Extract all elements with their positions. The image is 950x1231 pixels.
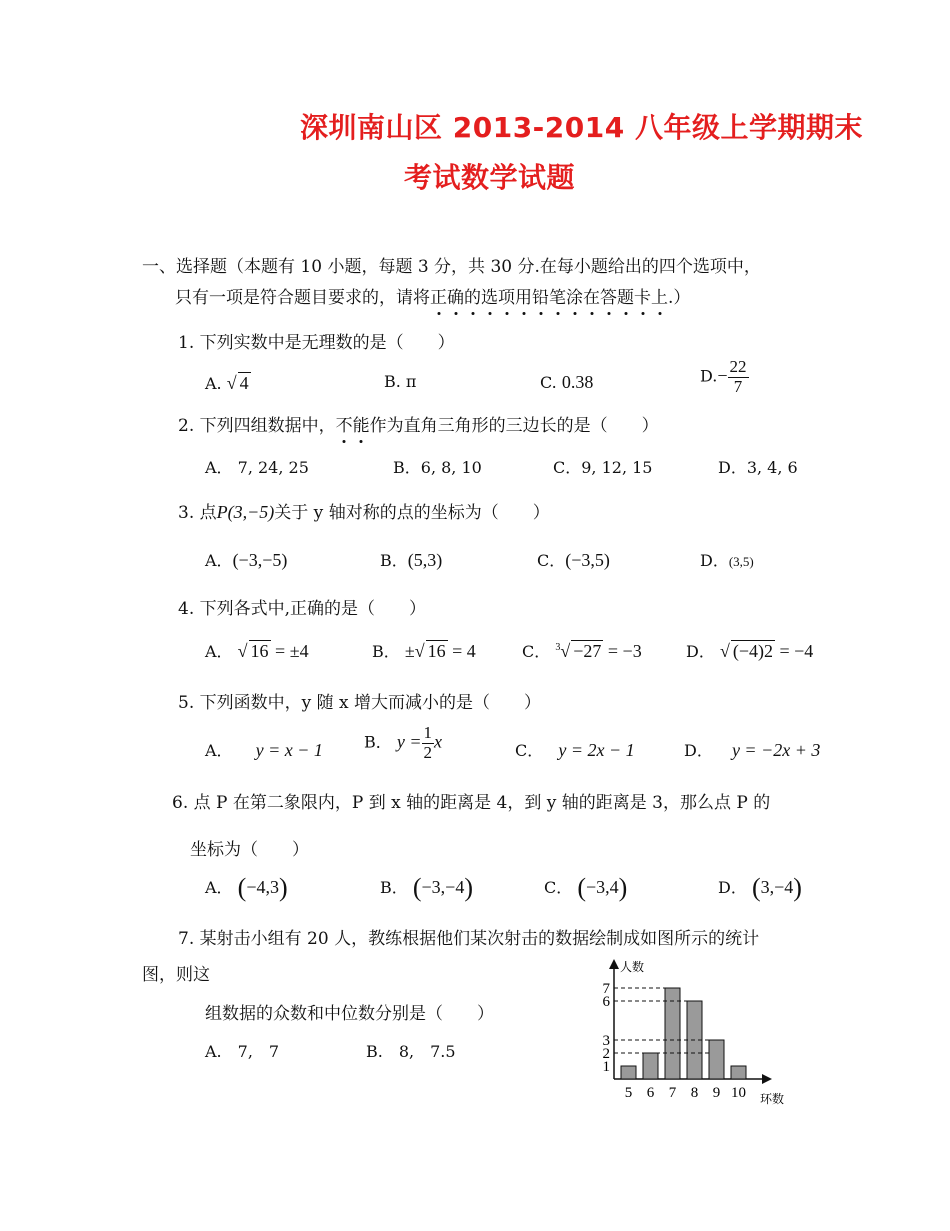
q2-option-a: A． 7, 24, 25 bbox=[205, 458, 309, 477]
q5-option-a: A． y = x − 1 bbox=[205, 740, 323, 760]
y-axis-label: 人数 bbox=[620, 960, 645, 974]
q1-option-b: B. π bbox=[384, 372, 417, 391]
bar bbox=[643, 1053, 658, 1079]
y-tick-label: 1 bbox=[602, 1059, 610, 1075]
emphasis-char: 正 bbox=[430, 288, 447, 308]
emphasis-char: 选 bbox=[481, 288, 498, 308]
y-tick-label: 7 bbox=[602, 981, 610, 997]
x-tick-label: 7 bbox=[668, 1085, 677, 1101]
q4-option-b: B． ±√ 16 = 4 bbox=[372, 641, 476, 661]
q7-option-b: B. 8, 7.5 bbox=[366, 1042, 456, 1061]
q2-option-c: C．9, 12, 15 bbox=[553, 458, 653, 477]
q3-option-b: B．(5,3) bbox=[380, 550, 443, 570]
bar bbox=[665, 988, 680, 1079]
question-6-cont: 坐标为（ ） bbox=[190, 840, 309, 860]
q1-option-d: D.− $\frac{22}{7}$ bbox=[700, 357, 747, 396]
radicand: 4 bbox=[239, 373, 249, 393]
x-axis-arrow bbox=[762, 1074, 772, 1084]
emphasis-char: 能 bbox=[352, 416, 370, 436]
emphasis-char: 笔 bbox=[549, 288, 566, 308]
fraction: $\frac{1}{2}$ bbox=[423, 723, 432, 762]
y-tick-label: 3 bbox=[602, 1033, 610, 1049]
question-5: 5. 下列函数中，y 随 x 增大而减小的是（ ） bbox=[178, 693, 542, 713]
bar bbox=[621, 1066, 636, 1079]
q4-option-a: A． √ 16 = ±4 bbox=[205, 641, 309, 661]
y-axis-arrow bbox=[609, 959, 619, 969]
q3-option-a: A．(−3,−5) bbox=[205, 550, 288, 570]
x-tick-label: 8 bbox=[690, 1085, 699, 1101]
bar-chart bbox=[590, 955, 800, 1110]
emphasis-dotted bbox=[336, 416, 370, 436]
title-line-2: 考试数学试题 bbox=[404, 161, 576, 194]
q2-option-b: B．6, 8, 10 bbox=[393, 458, 482, 477]
emphasis-char: 铅 bbox=[532, 288, 549, 308]
question-7-cont-2: 组数据的众数和中位数分别是（ ） bbox=[205, 1004, 494, 1024]
q5-option-c: C． y = 2x − 1 bbox=[515, 740, 635, 760]
q2-option-d: D．3, 4, 6 bbox=[718, 458, 798, 477]
q3-option-d: D．(3,5) bbox=[700, 551, 754, 570]
emphasis-char: 题 bbox=[617, 288, 634, 308]
q6-option-b: B． (−3,−4) bbox=[380, 873, 474, 902]
question-7: 7. 某射击小组有 20 人，教练根据他们某次射击的数据绘制成如图所示的统计 bbox=[178, 929, 760, 949]
section-heading-cont bbox=[175, 283, 690, 308]
question-1 bbox=[178, 328, 455, 353]
q5-option-d: D． y = −2x + 3 bbox=[684, 740, 821, 760]
q6-option-a: A． (−4,3) bbox=[205, 873, 288, 902]
x-tick-label: 5 bbox=[624, 1085, 633, 1101]
x-tick-label: 6 bbox=[646, 1085, 655, 1101]
q6-option-c: C． (−3,4) bbox=[544, 873, 628, 902]
x-axis-label: 环数 bbox=[760, 1092, 785, 1106]
q7-option-a: A. 7, 7 bbox=[205, 1042, 280, 1061]
question-2: 2. 下列四组数据中，不能作为直角三角形的三边长的是（ ） bbox=[178, 416, 659, 436]
emphasis-char: 用 bbox=[515, 288, 532, 308]
question-4: 4. 下列各式中,正确的是（ ） bbox=[178, 599, 427, 619]
q4-option-c: C． $^3$√ −27 = −3 bbox=[522, 641, 642, 661]
q4-option-d: D． √ (−4)2 = −4 bbox=[686, 641, 814, 661]
q5-option-b: B． y = $\frac{1}{2}$ x bbox=[364, 723, 442, 762]
bar bbox=[709, 1040, 724, 1079]
title-line-1: 深圳南山区 2013-2014 八年级上学期期末 bbox=[300, 111, 863, 144]
heading-cont-dotted bbox=[430, 288, 668, 308]
emphasis-char: 上 bbox=[651, 288, 668, 308]
question-7-cont: 图，则这 bbox=[142, 965, 210, 985]
emphasis-char: 卡 bbox=[634, 288, 651, 308]
fraction: $\frac{22}{7}$ bbox=[729, 357, 747, 396]
emphasis-char: 答 bbox=[600, 288, 617, 308]
emphasis-char: 在 bbox=[583, 288, 600, 308]
q6-option-d: D． (3,−4) bbox=[718, 873, 802, 902]
q3-option-c: C．(−3,5) bbox=[537, 550, 610, 570]
emphasis-char: 项 bbox=[498, 288, 515, 308]
question-3: 3. 点P(3,−5)关于 y 轴对称的点的坐标为（ ） bbox=[178, 502, 550, 523]
emphasis-char: 的 bbox=[464, 288, 481, 308]
section-heading: 一、选择题（本题有 10 小题，每题 3 分，共 30 分.在每小题给出的四个选项中， bbox=[142, 257, 761, 277]
x-tick-label: 10 bbox=[731, 1085, 746, 1101]
emphasis-char: 不 bbox=[335, 416, 353, 436]
q1-option-c: C. 0.38 bbox=[540, 372, 594, 392]
emphasis-char: 涂 bbox=[566, 288, 583, 308]
question-text: 下列实数中是无理数的是（ ） bbox=[199, 333, 455, 353]
heading-cont-plain: 只有一项是符合题目要求的，请将 bbox=[175, 288, 430, 308]
question-number: 1. bbox=[178, 333, 195, 353]
y-tick-label: 2 bbox=[602, 1046, 610, 1062]
y-tick-label: 6 bbox=[602, 994, 610, 1010]
q1-option-a: A. √ 4 bbox=[205, 373, 249, 393]
heading-cont-end: .） bbox=[668, 288, 691, 308]
x-tick-label: 9 bbox=[712, 1085, 721, 1101]
question-6: 6. 点 P 在第二象限内，P 到 x 轴的距离是 4，到 y 轴的距离是 3，那么点 P 的 bbox=[172, 793, 771, 813]
emphasis-char: 确 bbox=[447, 288, 464, 308]
bar bbox=[731, 1066, 746, 1079]
